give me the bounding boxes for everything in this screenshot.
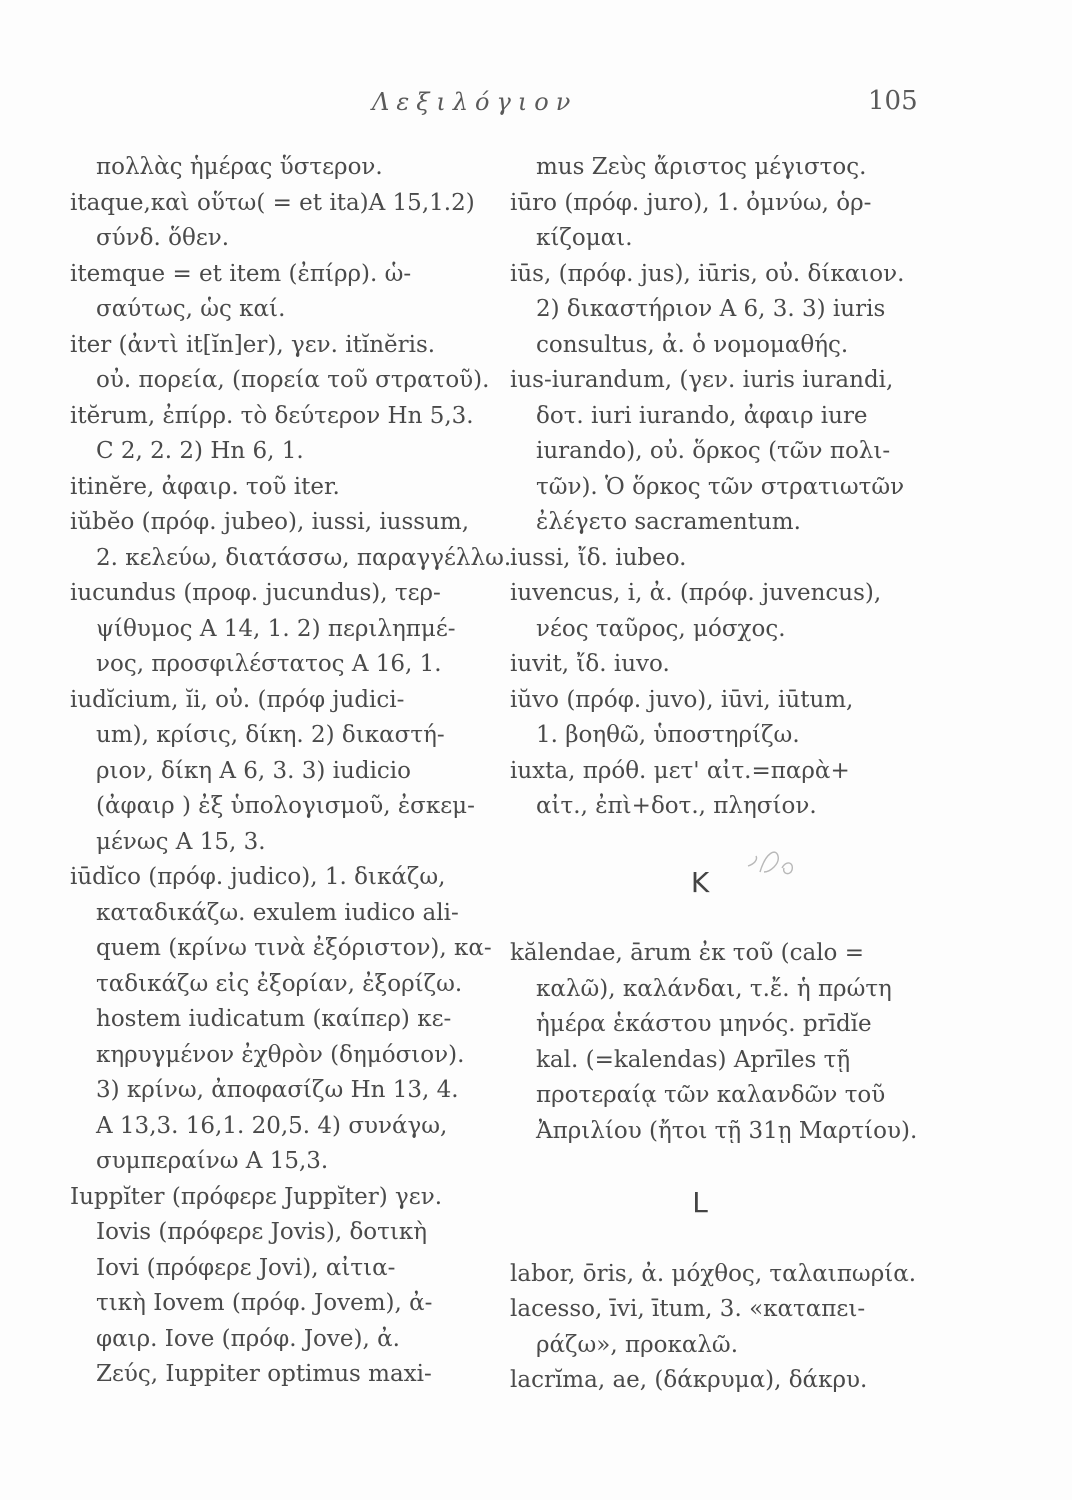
dictionary-line: συμπεραίνω A 15,3. (96, 1148, 329, 1174)
dictionary-line: τικὴ Iovem (πρόφ. Jovem), ἀ- (96, 1290, 433, 1316)
dictionary-line: ράζω», προκαλῶ. (536, 1331, 739, 1358)
dictionary-line: iŭbĕo (πρόφ. jubeo), iussi, iussum, (70, 509, 470, 535)
section-l-entries (510, 1257, 930, 1399)
dictionary-line: τῶν). Ὁ ὅρκος τῶν στρατιωτῶν (536, 473, 905, 500)
dictionary-line: A 13,3. 16,1. 20,5. 4) συνάγω, (96, 1112, 448, 1139)
dictionary-line: um), κρίσις, δίκη. 2) δικαστή- (96, 722, 445, 748)
section-gap (510, 825, 930, 865)
dictionary-line: itemque = et item (ἐπίρρ). ὡ- (70, 260, 412, 287)
left-column (70, 150, 512, 1393)
dictionary-line: ἡμέρα ἑκάστου μηνός. prīdĭe (536, 1011, 872, 1037)
dictionary-line: οὐ. πορεία, (πορεία τοῦ στρατοῦ). (96, 367, 490, 393)
section-letter-k: K (690, 865, 710, 899)
right-column (510, 150, 930, 1399)
running-header-title: Λεξιλόγιον (372, 88, 578, 116)
dictionary-line: σαύτως, ὡς καί. (96, 296, 286, 322)
dictionary-line: Iovi (πρόφερε Jovi), αἰτια- (96, 1254, 396, 1281)
dictionary-line: ius-iurandum, (γεν. iuris iurandi, (510, 367, 894, 393)
dictionary-line: quem (κρίνω τινὰ ἐξόριστον), κα- (96, 935, 492, 961)
dictionary-line: ἐλέγετο sacramentum. (536, 509, 801, 535)
dictionary-line: hostem iudicatum (καίπερ) κε- (96, 1006, 452, 1032)
dictionary-line: κίζομαι. (536, 225, 633, 251)
section-gap (510, 900, 930, 936)
dictionary-line: iter (ἀντὶ it[ĭn]er), γεν. itĭnĕris. (70, 331, 436, 358)
dictionary-line: iūs, (πρόφ. jus), iūris, οὐ. δίκαιον. (510, 260, 905, 287)
dictionary-line: προτεραίᾳ τῶν καλανδῶν τοῦ (536, 1082, 886, 1108)
dictionary-line: νος, προσφιλέστατος A 16, 1. (96, 651, 442, 677)
dictionary-line: ριον, δίκη A 6, 3. 3) iudicio (96, 757, 412, 784)
dictionary-line: kal. (=kalendas) Aprīles τῇ (536, 1046, 851, 1073)
dictionary-line: iūdĭco (πρόφ. judico), 1. δικάζω, (70, 864, 446, 890)
dictionary-line: lacesso, īvi, ītum, 3. «καταπει- (510, 1296, 866, 1322)
dictionary-line: iudĭcium, ĭi, οὐ. (πρόφ judici- (70, 686, 405, 713)
dictionary-line: iussi, ἴδ. iubeo. (510, 544, 687, 571)
page-number: 105 (868, 86, 918, 116)
dictionary-line: iuxta, πρόθ. μετ' αἰτ.=παρὰ+ (510, 757, 850, 784)
section-k-entries (510, 936, 930, 1149)
dictionary-line: iurando), οὐ. ὅρκος (τῶν πολι- (536, 438, 891, 464)
dictionary-line: kălendae, ārum ἐκ τοῦ (calo = (510, 940, 864, 966)
dictionary-line: Iuppĭter (πρόφερε Juppĭter) γεν. (70, 1183, 443, 1210)
dictionary-line: (ἀφαιρ ) ἐξ ὑπολογισμοῦ, ἐσκεμ- (96, 793, 475, 819)
dictionary-line: iŭvo (πρόφ. juvo), iūvi, iūtum, (510, 686, 854, 713)
section-letter-l: L (692, 1186, 708, 1219)
dictionary-line: iuvencus, i, ἀ. (πρόφ. juvencus), (510, 580, 882, 606)
dictionary-line: Ζεύς, Iuppiter optimus maxi- (96, 1361, 432, 1387)
dictionary-line: πολλὰς ἡμέρας ὕστερον. (96, 154, 383, 180)
dictionary-line: 2. κελεύω, διατάσσω, παραγγέλλω. (96, 544, 512, 571)
dictionary-line: iūro (πρόφ. juro), 1. ὀμνύω, ὁρ- (510, 189, 872, 216)
section-gap (510, 1221, 930, 1257)
dictionary-line: ψίθυμος A 14, 1. 2) περιληπμέ- (96, 615, 456, 642)
dictionary-line: consultus, ἀ. ὁ νομομαθής. (536, 331, 849, 358)
dictionary-line: Ἀπριλίου (ἤτοι τῇ 31ῃ Μαρτίου). (536, 1117, 918, 1144)
dictionary-line: καταδικάζω. exulem iudico ali- (96, 899, 459, 926)
dictionary-line: νέος ταῦρος, μόσχος. (536, 615, 786, 642)
dictionary-line: αἰτ., ἐπὶ+δοτ., πλησίον. (536, 793, 817, 819)
dictionary-line: φαιρ. Iove (πρόφ. Jove), ἀ. (96, 1325, 400, 1352)
dictionary-line: Iovis (πρόφερε Jovis), δοτικὴ (96, 1219, 428, 1245)
dictionary-line: lacrĭma, ae, (δάκρυμα), δάκρυ. (510, 1367, 868, 1393)
dictionary-line: κηρυγμένον ἐχθρὸν (δημόσιον). (96, 1041, 465, 1068)
dictionary-line: 3) κρίνω, ἀποφασίζω Hn 13, 4. (96, 1077, 459, 1103)
dictionary-line: μένως A 15, 3. (96, 828, 266, 855)
dictionary-line: iuvit, ἴδ. iuvo. (510, 651, 670, 677)
dictionary-line: σύνδ. ὅθεν. (96, 225, 230, 251)
dictionary-line: iucundus (προφ. jucundus), τερ- (70, 580, 441, 606)
dictionary-line: itĕrum, ἐπίρρ. τὸ δεύτερον Hn 5,3. (70, 402, 474, 429)
dictionary-line: δοτ. iuri iurando, ἀφαιρ iure (536, 402, 868, 429)
dictionary-line: καλῶ), καλάνδαι, τ.ἔ. ἡ πρώτη (536, 975, 892, 1002)
handwritten-mark (742, 842, 802, 882)
section-gap (510, 1149, 930, 1185)
dictionary-line: labor, ōris, ἀ. μόχθος, ταλαιπωρία. (510, 1260, 917, 1287)
dictionary-line: itinĕre, ἀφαιρ. τοῦ iter. (70, 473, 340, 500)
right-column-entries (510, 150, 930, 825)
dictionary-line: ταδικάζω εἰς ἐξορίαν, ἐξορίζω. (96, 970, 463, 997)
dictionary-line: itaque,καὶ οὕτω( = et ita)A 15,1.2) (70, 189, 475, 216)
dictionary-line: 1. βοηθῶ, ὑποστηρίζω. (536, 722, 800, 748)
dictionary-line: 2) δικαστήριον A 6, 3. 3) iuris (536, 296, 886, 322)
dictionary-line: mus Ζεὺς ἄριστος μέγιστος. (536, 154, 867, 180)
dictionary-line: C 2, 2. 2) Hn 6, 1. (96, 438, 304, 464)
